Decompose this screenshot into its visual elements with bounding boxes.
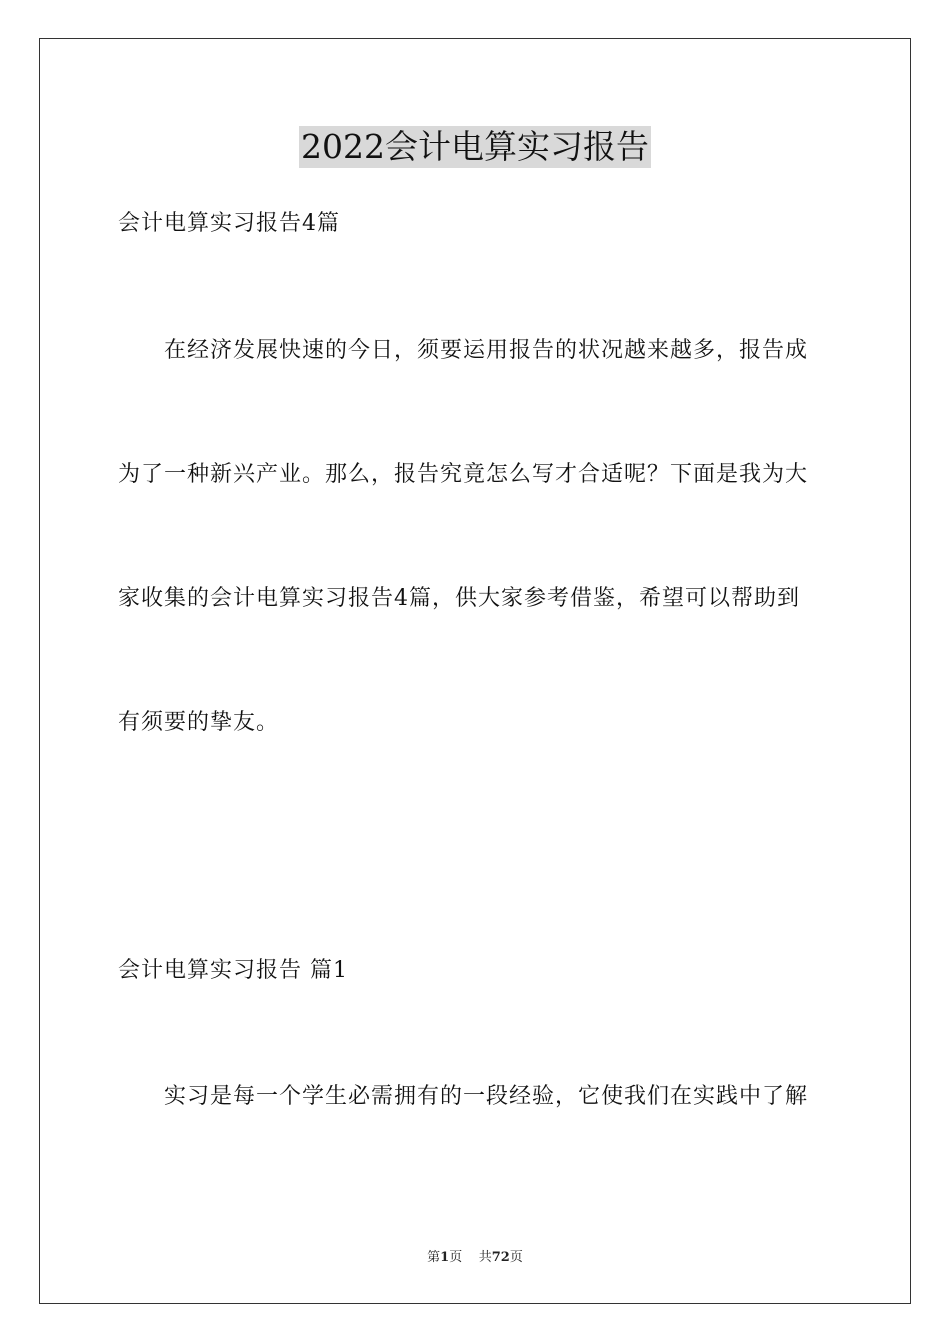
document-subtitle: 会计电算实习报告4篇 <box>118 211 340 236</box>
footer-page-number: 1 <box>440 1250 450 1265</box>
document-title: 2022会计电算实习报告 <box>301 127 649 166</box>
footer-total-suffix: 页 <box>509 1250 523 1265</box>
footer-page-prefix: 第 <box>427 1250 441 1265</box>
footer-total-pages: 72 <box>491 1250 510 1265</box>
footer-page-suffix: 页 <box>449 1250 463 1265</box>
intro-line-3: 家收集的会计电算实习报告4篇，供大家参考借鉴，希望可以帮助到 <box>118 586 800 611</box>
title-container <box>0 126 950 168</box>
section-heading: 会计电算实习报告 篇1 <box>118 958 348 983</box>
intro-line-1: 在经济发展快速的今日，须要运用报告的状况越来越多，报告成 <box>164 338 809 363</box>
section-line-1: 实习是每一个学生必需拥有的一段经验，它使我们在实践中了解 <box>164 1084 809 1109</box>
intro-line-2: 为了一种新兴产业。那么，报告究竟怎么写才合适呢？下面是我为大 <box>118 462 809 487</box>
page-footer <box>0 1246 950 1265</box>
intro-line-4: 有须要的挚友。 <box>118 710 280 735</box>
footer-total-prefix: 共 <box>478 1250 492 1265</box>
